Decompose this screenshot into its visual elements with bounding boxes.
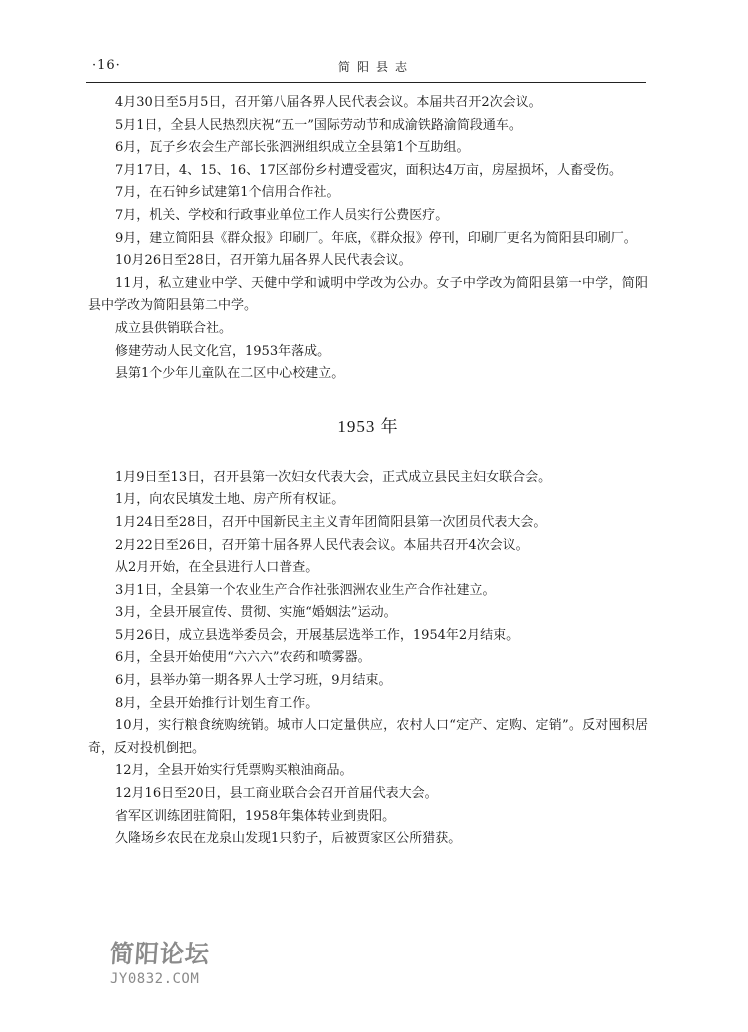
- year-heading: 1953 年: [337, 416, 399, 436]
- entry-1953-10: 6月，县举办第一期各界人士学习班，9月结束。: [115, 673, 392, 689]
- entry-1952-8: 10月26日至28日，召开第九届各界人民代表会议。: [115, 253, 412, 269]
- entry-1953-3: 1月24日至28日，召开中国新民主主义青年团简阳县第一次团员代表大会。: [115, 514, 547, 530]
- entry-1953-6: 3月1日，全县第一个农业生产合作社张泗洲农业生产合作社建立。: [115, 582, 496, 598]
- entry-1953-9: 6月，全县开始使用“六六六”农药和喷雾器。: [115, 650, 371, 666]
- entry-1953-1: 1月9日至13日，召开县第一次妇女代表大会，正式成立县民主妇女联合会。: [115, 469, 552, 485]
- entry-1953-16: 久隆场乡农民在龙泉山发现1只豹子，后被贾家区公所猎获。: [115, 831, 462, 847]
- entry-1953-7: 3月，全县开展宣传、贯彻、实施“婚姻法”运动。: [115, 605, 397, 621]
- page-number: ·16·: [92, 58, 121, 73]
- section-1952: [88, 92, 648, 386]
- entry-1953-5: 从2月开始，在全县进行人口普查。: [115, 560, 319, 576]
- entry-1952-1: 4月30日至5月5日，召开第八届各界人民代表会议。本届共召开2次会议。: [115, 95, 542, 110]
- entry-1952-4: 7月17日，4、15、16、17区部份乡村遭受雹灾，面积达4万亩，房屋损坏，人畜受伤。: [115, 162, 622, 178]
- section-1953: [88, 467, 648, 851]
- entry-1953-13: 12月，全县开始实行凭票购买粮油商品。: [115, 763, 353, 779]
- entry-1952-3: 6月，瓦子乡农会生产部长张泗洲组织成立全县第1个互助组。: [115, 140, 470, 156]
- entry-1952-9: 11月，私立建业中学、天健中学和诚明中学改为公办。女子中学改为简阳县第一中学，简阳县中学改为简阳县第二中学。: [88, 275, 648, 314]
- book-title: 简阳县志: [338, 60, 415, 74]
- page-body: [88, 92, 648, 851]
- entry-1952-11: 修建劳动人民文化宫，1953年落成。: [115, 343, 331, 359]
- entry-1952-5: 7月，在石钟乡试建第1个信用合作社。: [115, 185, 340, 201]
- entry-1952-6: 7月，机关、学校和行政事业单位工作人员实行公费医疗。: [115, 207, 449, 223]
- entry-1952-7: 9月，建立简阳县《群众报》印刷厂。年底，《群众报》停刊，印刷厂更名为简阳县印刷厂。: [115, 230, 637, 246]
- forum-watermark: [110, 934, 220, 987]
- page-header: [0, 54, 748, 78]
- entry-1953-2: 1月，向农民填发土地、房产所有权证。: [115, 492, 345, 508]
- watermark-site: JY0832.COM: [110, 971, 200, 987]
- entry-1952-10: 成立县供销联合社。: [115, 320, 233, 336]
- entry-1952-12: 县第1个少年儿童队在二区中心校建立。: [115, 366, 345, 382]
- entry-1953-8: 5月26日，成立县选举委员会，开展基层选举工作，1954年2月结束。: [115, 627, 520, 643]
- watermark-logo: 简阳论坛: [108, 940, 211, 968]
- header-rule: [86, 82, 646, 83]
- entry-1953-15: 省军区训练团驻简阳，1958年集体转业到贵阳。: [115, 808, 396, 824]
- entry-1952-2: 5月1日，全县人民热烈庆祝“五一”国际劳动节和成渝铁路渝简段通车。: [115, 117, 522, 133]
- entry-1953-14: 12月16日至20日，县工商业联合会召开首届代表大会。: [115, 786, 438, 802]
- entry-1953-12: 10月，实行粮食统购统销。城市人口定量供应，农村人口“定产、定购、定销”。反对囤积居奇，反对投机倒把。: [88, 718, 648, 756]
- entry-1953-4: 2月22日至26日，召开第十届各界人民代表会议。本届共召开4次会议。: [115, 537, 529, 553]
- entry-1953-11: 8月，全县开始推行计划生育工作。: [115, 695, 319, 711]
